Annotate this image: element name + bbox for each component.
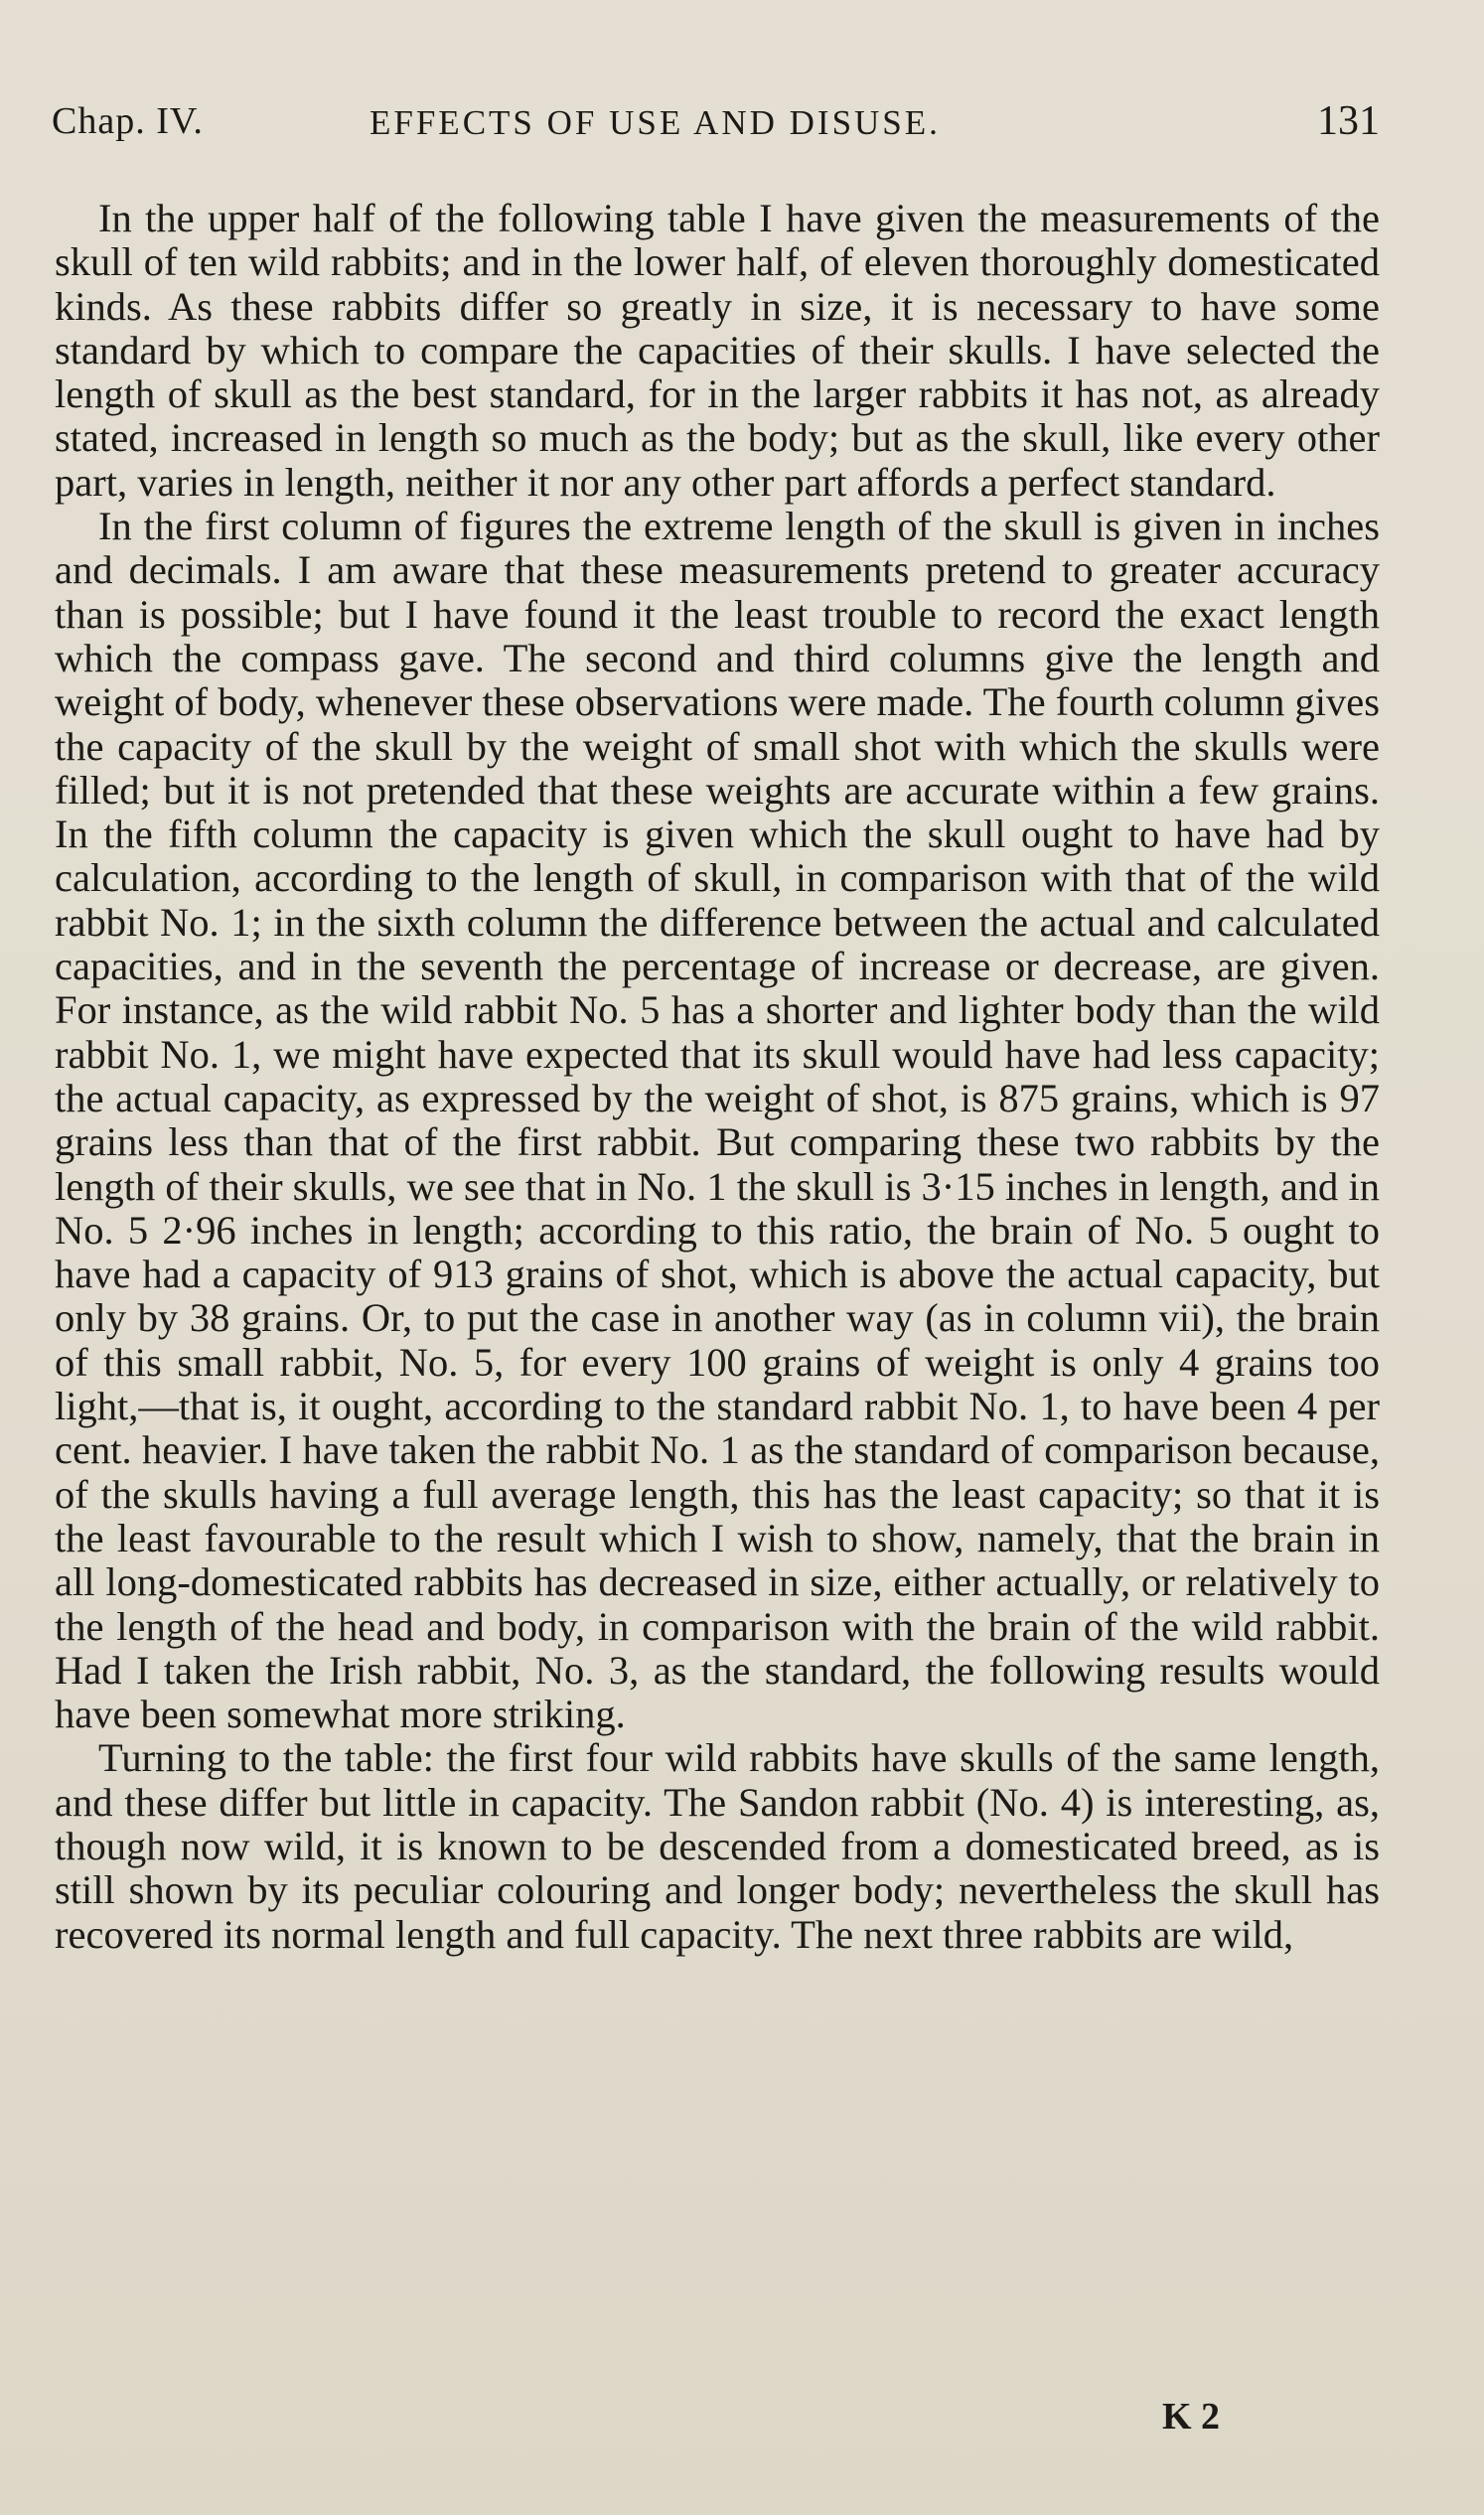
paragraph: In the upper half of the following table I have given the measurements of the skull of ten wild rabbits; and in the lower half, of eleven thoroughly domesticated kinds. As these rabbits differ so greatly in size, it is necessary to have some standard by which to compare the capacities of their skulls. I have selected the length of skull as the best standard, for in the larger rabbits it has not, as already stated, increased in length so much as the body; but as the skull, like every other part, varies in length, neither it nor any other part affords a perfect standard. [55,196,1380,505]
chapter-label: Chap. IV. [52,100,204,142]
body-text [55,197,1380,1957]
paragraph: In the first column of figures the extreme length of the skull is given in inches and decimals. I am aware that these measurements pretend to greater accuracy than is possible; but I have found it the least trouble to record the exact length which the compass gave. The second and third columns give the length and weight of body, whenever these observations were made. The fourth column gives the capacity of the skull by the weight of small shot with which the skulls were filled; but it is not pretended that these weights are accurate within a few grains. In the fifth column the capacity is given which the skull ought to have had by calculation, according to the length of skull, in comparison with that of the wild rabbit No. 1; in the sixth column the difference between the actual and calculated capacities, and in the seventh the percentage of increase or decrease, are given. For instance, as the wild rabbit No. 5 has a shorter and lighter body than the wild rabbit No. 1, we might have expected that its skull would have had less capacity; the actual capacity, as expressed by the weight of shot, is 875 grains, which is 97 grains less than that of the first rabbit. But comparing these two rabbits by the length of their skulls, we see that in No. 1 the skull is 3·15 inches in length, and in No. 5 2·96 inches in length; according to this ratio, the brain of No. 5 ought to have had a capacity of 913 grains of shot, which is above the actual capacity, but only by 38 grains. Or, to put the case in another way (as in column vii), the brain of this small rabbit, No. 5, for every 100 grains of weight is only 4 grains too light,—that is, it ought, according to the standard rabbit No. 1, to have been 4 per cent. heavier. I have taken the rabbit No. 1 as the standard of comparison because, of the skulls having a full average length, this has the least capacity; so that it is the least favourable to the result which I wish to show, namely, that the brain in all long-domesticated rabbits has decreased in size, either actually, or relatively to the length of the head and body, in comparison with the brain of the wild rabbit. Had I taken the Irish rabbit, No. 3, as the standard, the following results would have been somewhat more striking. [55,504,1380,1737]
signature-mark: K 2 [1162,2396,1221,2438]
paragraph: Turning to the table: the first four wild rabbits have skulls of the same length, and these differ but little in capacity. The Sandon rabbit (No. 4) is interesting, as, though now wild, it is known to be descended from a domesticated breed, as is still shown by its peculiar colouring and longer body; nevertheless the skull has recovered its normal length and full capacity. The next three rabbits are wild, [55,1735,1380,1957]
running-head [52,99,1380,159]
page-number: 131 [1317,98,1380,144]
running-title: EFFECTS OF USE AND DISUSE. [370,103,941,142]
